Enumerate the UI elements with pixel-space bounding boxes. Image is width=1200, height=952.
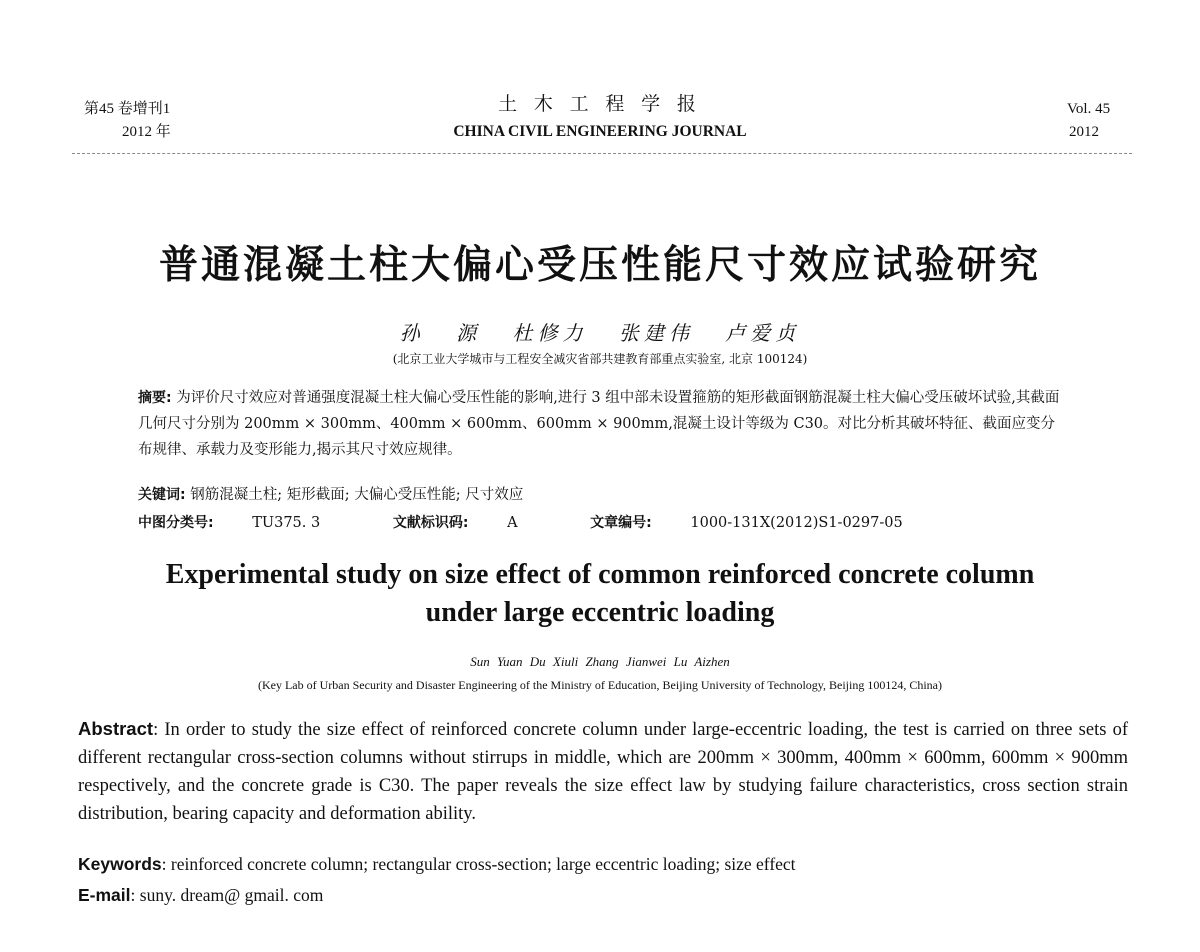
paper-title-en-line2: under large eccentric loading [425, 597, 775, 628]
journal-name-cn: 土 木 工 程 学 报 [498, 94, 702, 115]
volume-issue-cn: 第45 卷增刊1 [84, 101, 171, 117]
paper-title-cn: 普通混凝土柱大偏心受压性能尺寸效应试验研究 [158, 243, 1041, 288]
affiliation-en: (Key Lab of Urban Security and Disaster Engineering of the Ministry of Education, Beijing University of Technology, Beijing 100124, China) [257, 678, 943, 692]
journal-name-en: CHINA CIVIL ENGINEERING JOURNAL [453, 123, 747, 140]
abstract-cn-section [138, 385, 1068, 463]
email-text: : suny. dream@ gmail. com [130, 885, 324, 905]
paper-title-en-line1: Experimental study on size effect of common reinforced concrete column [165, 559, 1035, 590]
classification-line [138, 512, 971, 532]
volume-en: Vol. 45 [1067, 101, 1111, 117]
abstract-en-text: : In order to study the size effect of reinforced concrete column under large-eccentric loading, the test is carried on three sets of different rectangular cross-section columns without stirrups in middle, which are 200mm × 300mm, 400mm × 600mm, 600mm × 900mm respectively, and the concrete grade is C30. The paper reveals the size effect law by studying failure characteristics, cross section strain distribution, bearing capacity and deformation ability. [78, 720, 1128, 824]
email-label: E-mail [78, 885, 131, 905]
doc-code-value: A [507, 515, 518, 531]
doc-code-label: 文献标识码: [392, 515, 469, 531]
clc-label: 中图分类号: [138, 515, 214, 531]
year-en: 2012 [1069, 124, 1099, 140]
keywords-cn-text: 钢筋混凝土柱; 矩形截面; 大偏心受压性能; 尺寸效应 [190, 487, 524, 503]
email-section [78, 882, 323, 908]
clc-value: TU375. 3 [252, 515, 321, 531]
affiliation-cn: (北京工业大学城市与工程安全减灾省部共建教育部重点实验室, 北京 100124) [392, 352, 808, 366]
keywords-en-section [78, 851, 796, 877]
header-divider [72, 153, 1132, 154]
authors-cn: 孙 源 杜修力 张建伟 卢爱贞 [399, 321, 801, 345]
keywords-cn-label: 关键词: [138, 487, 186, 503]
abstract-en-label: Abstract [78, 718, 154, 739]
keywords-en-label: Keywords [78, 854, 162, 874]
article-number-value: 1000-131X(2012)S1-0297-05 [690, 515, 903, 531]
article-number-label: 文章编号: [590, 515, 652, 531]
abstract-cn-text: 为评价尺寸效应对普通强度混凝土柱大偏心受压性能的影响,进行 3 组中部未设置箍筋的矩形截面钢筋混凝土柱大偏心受压破坏试验,其截面几何尺寸分别为 200mm × 300mm、400mm × 600mm、600mm × 900mm,混凝土设计等级为 C30。对比分析其破坏特征、截面应变分布规律、承载力及变形能力,揭示其尺寸效应规律。 [138, 390, 1060, 458]
keywords-cn-section [138, 483, 523, 504]
year-cn: 2012 年 [122, 124, 171, 140]
keywords-en-text: : reinforced concrete column; rectangular cross-section; large eccentric loading; size effect [161, 854, 796, 874]
authors-en: Sun Yuan Du Xiuli Zhang Jianwei Lu Aizhen [470, 654, 730, 669]
abstract-cn-label: 摘要: [138, 390, 172, 406]
abstract-en-section [78, 715, 1128, 828]
